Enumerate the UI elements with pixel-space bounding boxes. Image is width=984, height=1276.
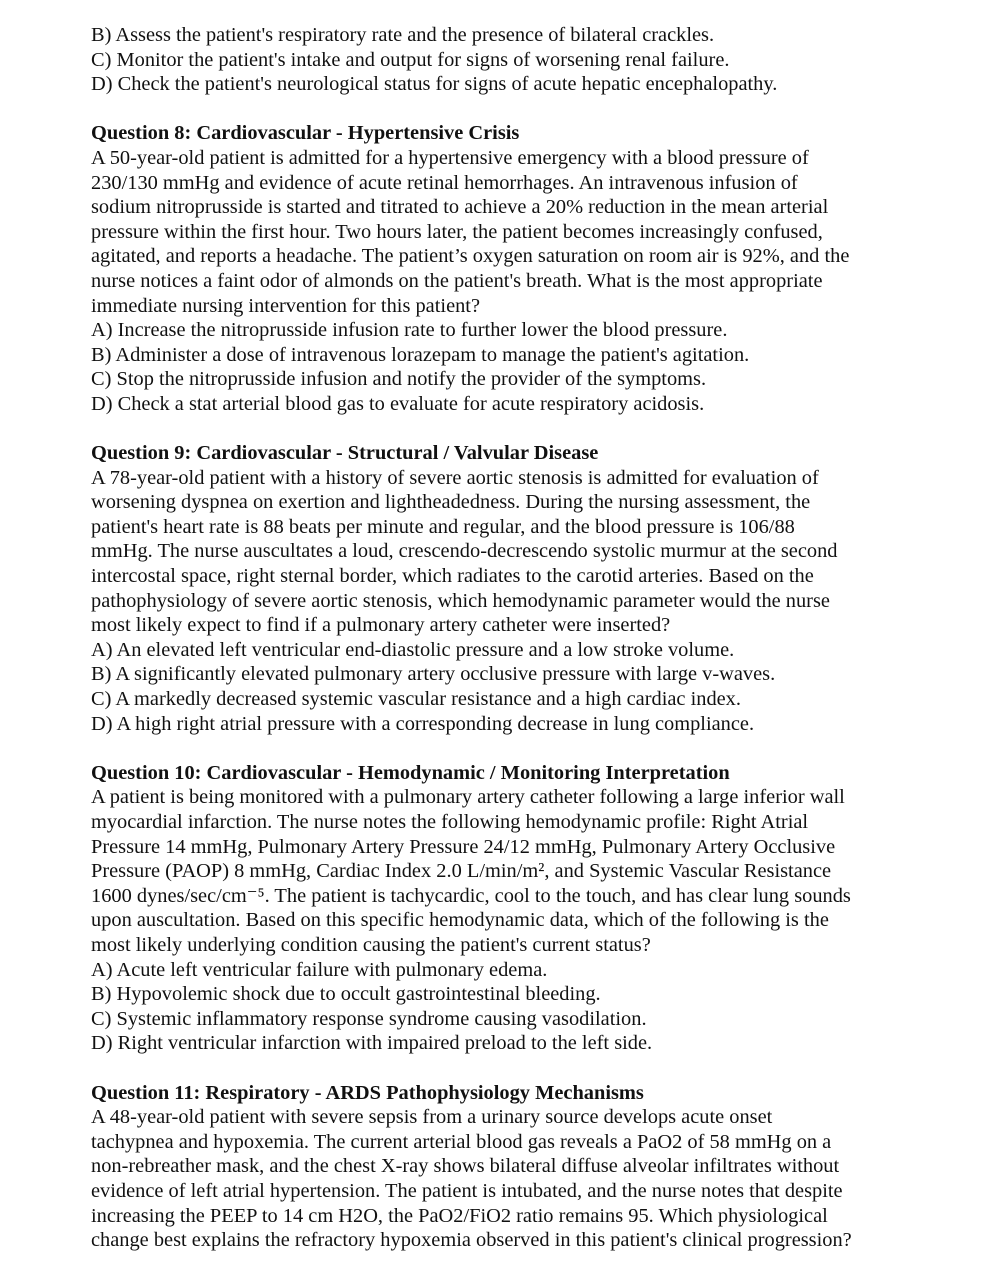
question-11 [91, 1081, 891, 1253]
option-line: B) A significantly elevated pulmonary artery occlusive pressure with large v-waves. [91, 663, 776, 686]
option-line: C) Systemic inflammatory response syndrome causing vasodilation. [91, 1007, 647, 1030]
question-9 [91, 441, 891, 736]
question-stem-line: upon auscultation. Based on this specific hemodynamic data, which of the following is the [91, 909, 829, 932]
option-line: B) Assess the patient's respiratory rate and the presence of bilateral crackles. [91, 24, 715, 46]
question-stem-line: nurse notices a faint odor of almonds on the patient's breath. What is the most appropriate [91, 269, 823, 292]
option-line: B) Hypovolemic shock due to occult gastrointestinal bleeding. [91, 983, 601, 1006]
question-stem-line: pathophysiology of severe aortic stenosis, which hemodynamic parameter would the nurse [91, 589, 830, 612]
question-stem-line: mmHg. The nurse auscultates a loud, crescendo-decrescendo systolic murmur at the second [91, 540, 838, 563]
question-stem-line: worsening dyspnea on exertion and lightheadedness. During the nursing assessment, the [91, 491, 811, 514]
question-stem-line: most likely expect to find if a pulmonary artery catheter were inserted? [91, 614, 671, 637]
question-stem-line: A patient is being monitored with a pulmonary artery catheter following a large inferior wall [91, 786, 845, 809]
question-10 [91, 761, 891, 1056]
question-stem-line: sodium nitroprusside is started and titrated to achieve a 20% reduction in the mean arterial [91, 196, 829, 219]
option-line: D) Right ventricular infarction with impaired preload to the left side. [91, 1032, 653, 1055]
question-stem-line: non-rebreather mask, and the chest X-ray shows bilateral diffuse alveolar infiltrates without [91, 1155, 840, 1178]
question-stem-line: A 50-year-old patient is admitted for a hypertensive emergency with a blood pressure of [91, 146, 809, 169]
question-stem-line: evidence of left atrial hypertension. The patient is intubated, and the nurse notes that despite [91, 1179, 843, 1202]
option-line: B) Administer a dose of intravenous lorazepam to manage the patient's agitation. [91, 343, 750, 366]
option-line: C) Monitor the patient's intake and output for signs of worsening renal failure. [91, 48, 730, 71]
question-stem-line: immediate nursing intervention for this patient? [91, 294, 481, 317]
question-stem-line: change best explains the refractory hypoxemia observed in this patient's clinical progression? [91, 1229, 852, 1252]
option-line: D) Check the patient's neurological status for signs of acute hepatic encephalopathy. [91, 73, 778, 96]
question-stem-line: patient's heart rate is 88 beats per minute and regular, and the blood pressure is 106/88 [91, 515, 795, 538]
document-page [91, 23, 891, 1253]
question-stem-line: agitated, and reports a headache. The patient’s oxygen saturation on room air is 92%, and the [91, 245, 850, 268]
option-line: D) Check a stat arterial blood gas to evaluate for acute respiratory acidosis. [91, 392, 705, 415]
question-title: Question 8: Cardiovascular - Hypertensive Crisis [91, 122, 520, 145]
option-line: C) A markedly decreased systemic vascular resistance and a high cardiac index. [91, 688, 741, 711]
question-title: Question 11: Respiratory - ARDS Pathophysiology Mechanisms [91, 1081, 644, 1104]
question-stem-line: A 48-year-old patient with severe sepsis from a urinary source develops acute onset [91, 1106, 773, 1129]
option-line: D) A high right atrial pressure with a corresponding decrease in lung compliance. [91, 712, 755, 735]
question-stem-line: pressure within the first hour. Two hours later, the patient becomes increasingly confused, [91, 220, 823, 243]
question-stem-line: Pressure 14 mmHg, Pulmonary Artery Pressure 24/12 mmHg, Pulmonary Artery Occlusive [91, 835, 836, 858]
question-stem-line: myocardial infarction. The nurse notes the following hemodynamic profile: Right Atrial [91, 811, 809, 833]
question-stem-line: A 78-year-old patient with a history of severe aortic stenosis is admitted for evaluation of [91, 466, 819, 489]
question-stem-line: Pressure (PAOP) 8 mmHg, Cardiac Index 2.0 L/min/m², and Systemic Vascular Resistance [91, 860, 832, 883]
question-stem-line: intercostal space, right sternal border, which radiates to the carotid arteries. Based on the [91, 565, 814, 588]
question-stem-line: 230/130 mmHg and evidence of acute retinal hemorrhages. An intravenous infusion of [91, 171, 798, 194]
option-line: A) Increase the nitroprusside infusion rate to further lower the blood pressure. [91, 319, 728, 342]
question-8 [91, 121, 891, 416]
option-line: A) Acute left ventricular failure with pulmonary edema. [91, 958, 548, 981]
option-line: A) An elevated left ventricular end-diastolic pressure and a low stroke volume. [91, 638, 735, 661]
previous-question-options [91, 23, 891, 97]
question-stem-line: increasing the PEEP to 14 cm H2O, the PaO2/FiO2 ratio remains 95. Which physiological [91, 1204, 828, 1227]
question-stem-line: most likely underlying condition causing the patient's current status? [91, 933, 651, 956]
question-stem-line: 1600 dynes/sec/cm⁻⁵. The patient is tachycardic, cool to the touch, and has clear lung sounds [91, 884, 851, 907]
question-title: Question 10: Cardiovascular - Hemodynamic / Monitoring Interpretation [91, 761, 730, 784]
question-stem-line: tachypnea and hypoxemia. The current arterial blood gas reveals a PaO2 of 58 mmHg on a [91, 1130, 832, 1153]
option-line: C) Stop the nitroprusside infusion and notify the provider of the symptoms. [91, 368, 707, 391]
question-title: Question 9: Cardiovascular - Structural / Valvular Disease [91, 442, 599, 465]
